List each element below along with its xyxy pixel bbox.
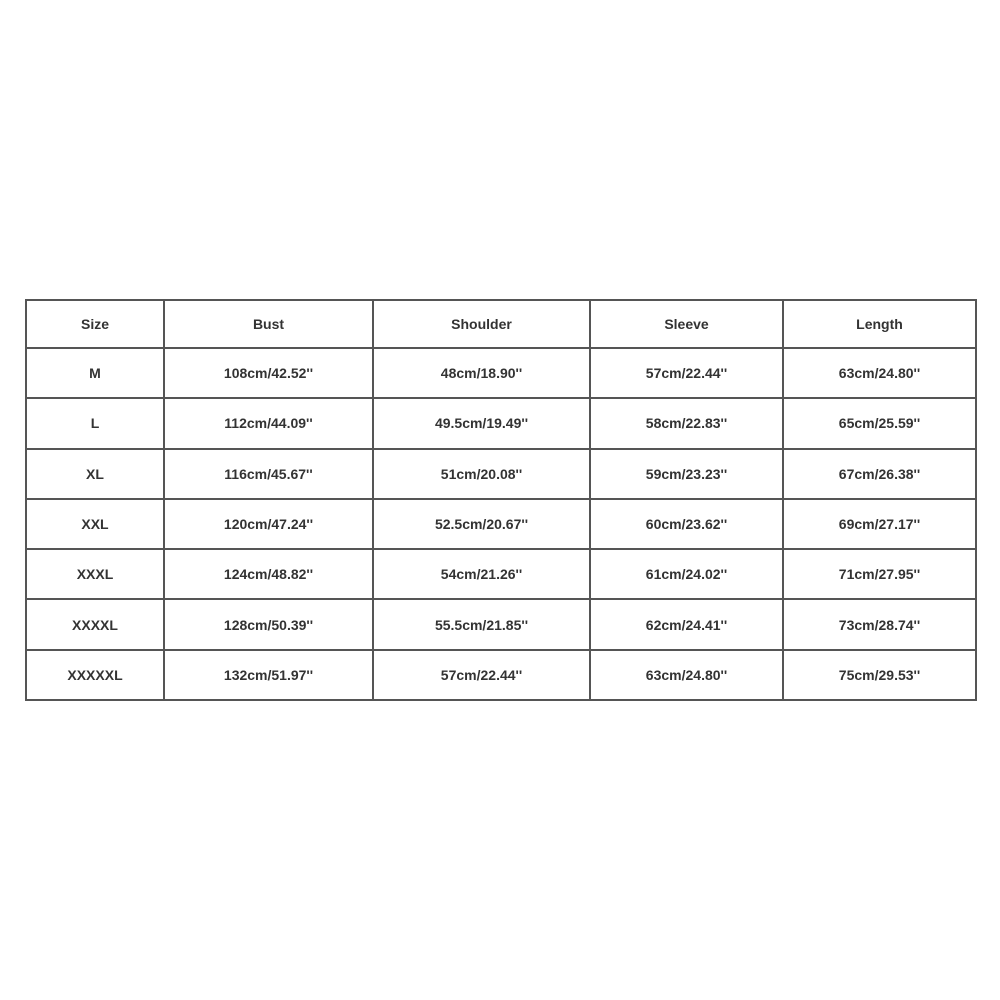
cell-bust: 108cm/42.52'' bbox=[164, 348, 373, 398]
cell-size: L bbox=[26, 398, 164, 448]
cell-bust: 128cm/50.39'' bbox=[164, 599, 373, 649]
cell-length: 75cm/29.53'' bbox=[783, 650, 976, 700]
cell-sleeve: 60cm/23.62'' bbox=[590, 499, 783, 549]
table-row bbox=[26, 650, 976, 700]
cell-bust: 120cm/47.24'' bbox=[164, 499, 373, 549]
header-size: Size bbox=[26, 300, 164, 348]
cell-shoulder: 51cm/20.08'' bbox=[373, 449, 590, 499]
cell-bust: 132cm/51.97'' bbox=[164, 650, 373, 700]
cell-size: XXXXXL bbox=[26, 650, 164, 700]
cell-size: XXXXL bbox=[26, 599, 164, 649]
table-row bbox=[26, 499, 976, 549]
cell-shoulder: 57cm/22.44'' bbox=[373, 650, 590, 700]
table-row bbox=[26, 449, 976, 499]
header-shoulder: Shoulder bbox=[373, 300, 590, 348]
table-row bbox=[26, 599, 976, 649]
cell-sleeve: 58cm/22.83'' bbox=[590, 398, 783, 448]
cell-bust: 112cm/44.09'' bbox=[164, 398, 373, 448]
cell-sleeve: 63cm/24.80'' bbox=[590, 650, 783, 700]
cell-shoulder: 52.5cm/20.67'' bbox=[373, 499, 590, 549]
cell-shoulder: 48cm/18.90'' bbox=[373, 348, 590, 398]
header-sleeve: Sleeve bbox=[590, 300, 783, 348]
header-bust: Bust bbox=[164, 300, 373, 348]
table-row bbox=[26, 348, 976, 398]
cell-length: 71cm/27.95'' bbox=[783, 549, 976, 599]
table-row bbox=[26, 549, 976, 599]
table-row bbox=[26, 398, 976, 448]
cell-sleeve: 61cm/24.02'' bbox=[590, 549, 783, 599]
cell-sleeve: 59cm/23.23'' bbox=[590, 449, 783, 499]
cell-size: M bbox=[26, 348, 164, 398]
cell-length: 67cm/26.38'' bbox=[783, 449, 976, 499]
cell-size: XL bbox=[26, 449, 164, 499]
cell-shoulder: 54cm/21.26'' bbox=[373, 549, 590, 599]
cell-shoulder: 55.5cm/21.85'' bbox=[373, 599, 590, 649]
cell-sleeve: 62cm/24.41'' bbox=[590, 599, 783, 649]
cell-length: 69cm/27.17'' bbox=[783, 499, 976, 549]
cell-length: 73cm/28.74'' bbox=[783, 599, 976, 649]
header-row bbox=[26, 300, 976, 348]
size-chart-table bbox=[25, 299, 977, 701]
cell-sleeve: 57cm/22.44'' bbox=[590, 348, 783, 398]
cell-bust: 124cm/48.82'' bbox=[164, 549, 373, 599]
cell-bust: 116cm/45.67'' bbox=[164, 449, 373, 499]
cell-length: 63cm/24.80'' bbox=[783, 348, 976, 398]
header-length: Length bbox=[783, 300, 976, 348]
cell-size: XXL bbox=[26, 499, 164, 549]
cell-shoulder: 49.5cm/19.49'' bbox=[373, 398, 590, 448]
cell-size: XXXL bbox=[26, 549, 164, 599]
cell-length: 65cm/25.59'' bbox=[783, 398, 976, 448]
